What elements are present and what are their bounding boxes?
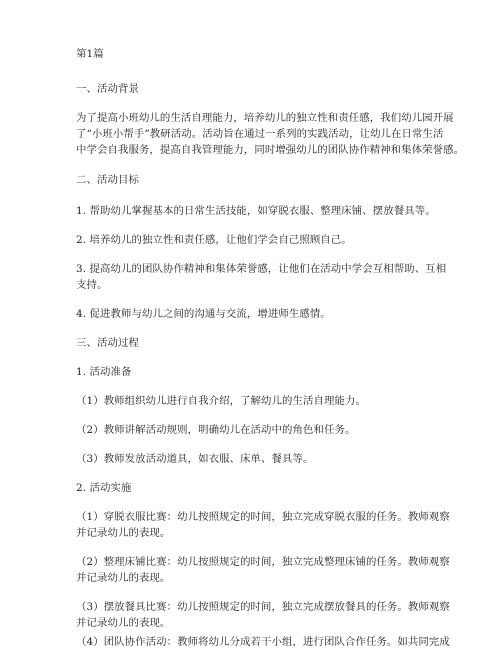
heading-process: 三、活动过程 (76, 337, 139, 349)
list-item: （3）教师发放活动道具，如衣服、床单、餐具等。 (76, 453, 314, 465)
list-item: 1. 帮助幼儿掌握基本的日常生活技能，如穿脱衣服、整理床铺、摆放餐具等。 (76, 205, 436, 217)
list-item: （1）穿脱衣服比赛：幼儿按照规定的时间，独立完成穿脱衣服的任务。教师观察 (76, 511, 450, 523)
list-item: （2）整理床铺比赛：幼儿按照规定的时间，独立完成整理床铺的任务。教师观察 (76, 556, 450, 568)
subheading-preparation: 1. 活动准备 (76, 366, 132, 378)
list-item: 4. 促进教师与幼儿之间的沟通与交流，增进师生感情。 (76, 308, 331, 320)
list-item: 2. 培养幼儿的独立性和责任感，让他们学会自己照顾自己。 (76, 234, 352, 246)
heading-background: 一、活动背景 (76, 83, 139, 95)
list-item: （2）教师讲解活动规则，明确幼儿在活动中的角色和任务。 (76, 424, 356, 436)
list-item-continued: 并记录幼儿的表现。 (76, 572, 171, 584)
heading-goals: 二、活动目标 (76, 174, 139, 186)
paragraph-line: 中学会自我服务，提高自我管理能力，同时增强幼儿的团队协作精神和集体荣誉感。 (76, 144, 465, 156)
paragraph-line: 为了提高小班幼儿的生活自理能力，培养幼儿的独立性和责任感，我们幼儿园开展 (76, 112, 454, 124)
subheading-implementation: 2. 活动实施 (76, 482, 132, 494)
paragraph-line: 了“小班小帮手”教研活动。活动旨在通过一系列的实践活动，让幼儿在日常生活 (76, 128, 444, 140)
list-item: （1）教师组织幼儿进行自我介绍，了解幼儿的生活自理能力。 (76, 395, 366, 407)
list-item: （3）摆放餐具比赛：幼儿按照规定的时间，独立完成摆放餐具的任务。教师观察 (76, 601, 450, 613)
list-item-continued: 支持。 (76, 279, 108, 291)
list-item-continued: 并记录幼儿的表现。 (76, 617, 171, 629)
section-title-part1: 第1篇 (76, 48, 104, 60)
list-item: （4）团队协作活动：教师将幼儿分成若干小组，进行团队合作任务。如共同完成 (76, 636, 450, 648)
list-item-continued: 并记录幼儿的表现。 (76, 527, 171, 539)
list-item: 3. 提高幼儿的团队协作精神和集体荣誉感，让他们在活动中学会互相帮助、互相 (76, 263, 447, 275)
